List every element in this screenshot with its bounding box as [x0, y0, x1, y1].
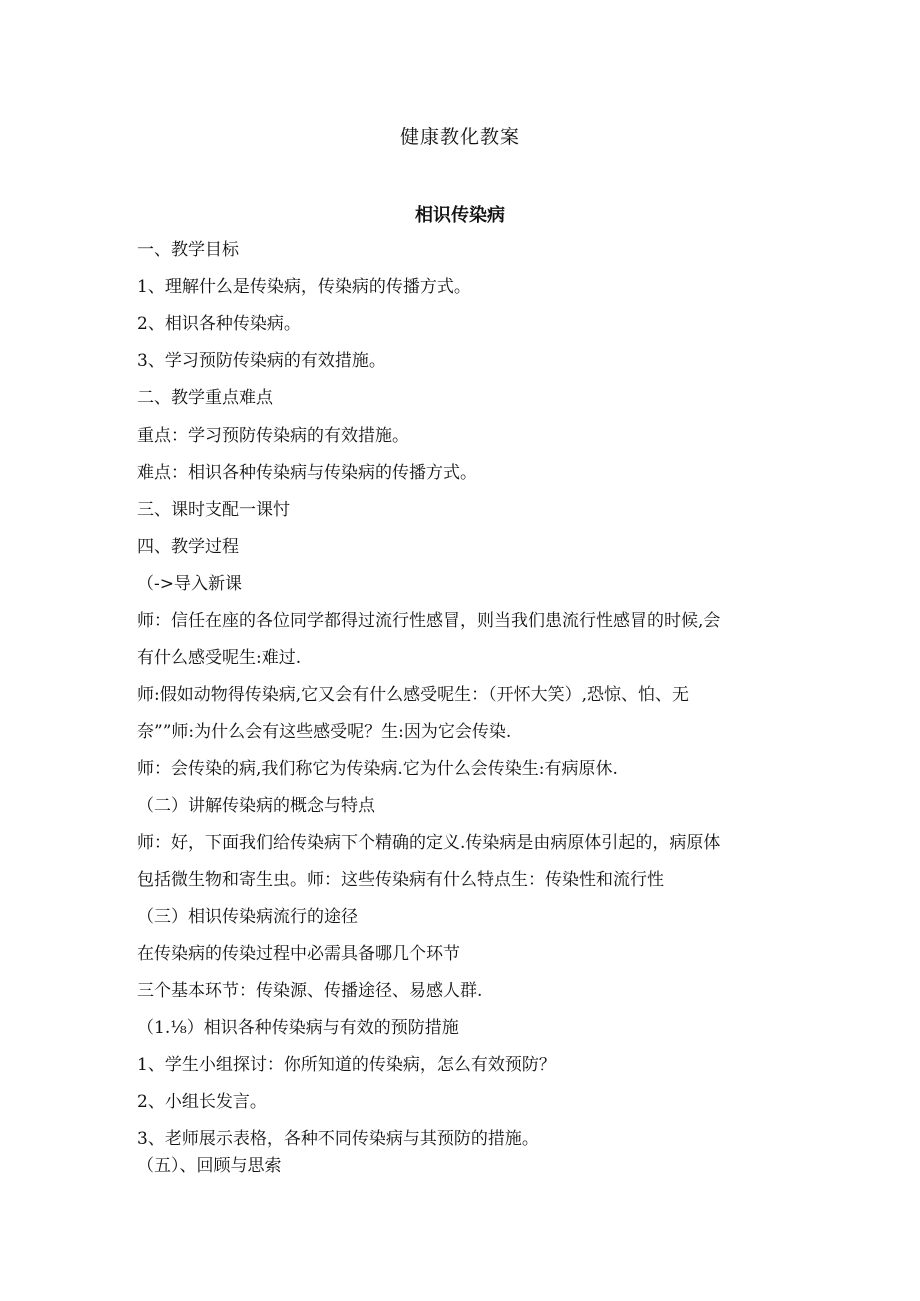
- section-heading-key-points: 二、教学重点难点: [137, 388, 273, 408]
- subsection-prevention: （1.⅛）相识各种传染病与有效的预防措施: [137, 1018, 459, 1038]
- activity-item-3: 3、老师展示表格，各种不同传染病与其预防的措施。: [137, 1129, 539, 1149]
- difficulty-line: 难点：相识各种传染病与传染病的传播方式。: [137, 463, 477, 483]
- key-point-line: 重点：学习预防传染病的有效措施。: [137, 426, 409, 446]
- document-subtitle: 相识传染病: [415, 205, 505, 226]
- section-heading-schedule: 三、课时支配一课忖: [137, 500, 290, 520]
- subsection-review: （五）、回顾与思索: [137, 1156, 282, 1176]
- objective-item-2: 2、相识各种传染病。: [137, 314, 301, 334]
- subsection-concept: （二）讲解传染病的概念与特点: [137, 796, 375, 816]
- section-heading-process: 四、教学过程: [137, 537, 239, 557]
- paragraph-line: 师：好，下面我们给传染病下个精确的定义.传染病是由病原体引起的，病原体: [137, 833, 721, 853]
- activity-item-1: 1、学生小组探讨：你所知道的传染病，怎么有效预防？: [137, 1055, 556, 1075]
- document-title: 健康教化教案: [399, 126, 520, 148]
- paragraph-line: 师：会传染的病,我们称它为传染病.它为什么会传染生:有病原休.: [137, 759, 618, 779]
- paragraph-line: 在传染病的传染过程中必需具备哪几个环节: [137, 944, 460, 964]
- paragraph-line: 师:假如动物得传染病,它又会有什么感受呢生：（开怀大笑）,恐惊、怕、无: [137, 685, 690, 705]
- section-heading-objectives: 一、教学目标: [137, 240, 239, 260]
- paragraph-line: 师：信任在座的各位同学都得过流行性感冒，则当我们患流行性感冒的时候,会: [137, 611, 721, 631]
- paragraph-line: 三个基本环节：传染源、传播途径、易感人群.: [137, 981, 483, 1001]
- subsection-routes: （三）相识传染病流行的途径: [137, 907, 358, 927]
- paragraph-line: 有什么感受呢生:难过.: [137, 648, 302, 668]
- objective-item-1: 1、理解什么是传染病，传染病的传播方式。: [137, 277, 471, 297]
- objective-item-3: 3、学习预防传染病的有效措施。: [137, 351, 386, 371]
- activity-item-2: 2、小组长发言。: [137, 1092, 267, 1112]
- subsection-intro: （->导入新课: [137, 574, 242, 594]
- paragraph-line: 奈””师:为什么会有这些感受呢？生:因为它会传染.: [137, 722, 512, 742]
- paragraph-line: 包括微生物和寄生虫。师：这些传染病有什么特点生：传染性和流行性: [137, 870, 664, 890]
